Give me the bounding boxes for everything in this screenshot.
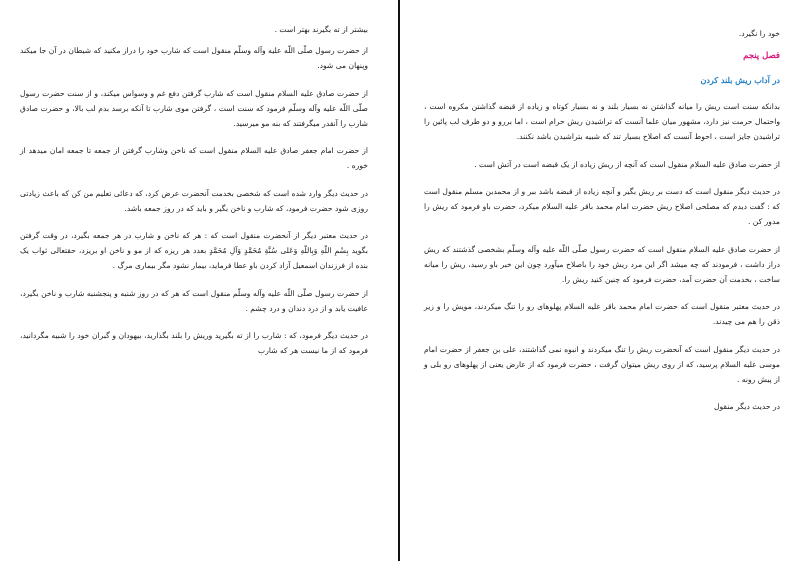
chapter-title: فصل پنجم xyxy=(743,51,780,61)
left-paragraph-3: از حضرت صادق علیه السلام منقول است که شارب گرفتن دفع غم و وسواس میکند، و از سنت حضرت رسول صلّی اللّه علیه وآله وسلّم فرمود که سنت است ، گرفتن موی شارب تا آنکه برسد بدم لب بالا، و حضرت صادق شارب را آنقدر میگرفتند که بنه مو میرسید. xyxy=(20,88,368,128)
right-paragraph-3: در حدیث دیگر منقول است که دست بر ریش بگیر و آنچه زیاده از قبضه باشد ببر و از محمدبن مسلم منقول است که : گفت دیدم که مصلحی اصلاح ریش حضرت امام محمد باقر علیه السلام میکرد، حضرت باو فرمود که ریش را مدور کن . xyxy=(424,187,780,226)
left-paragraph-1: بیشتر از ته بگیرند بهتر است . xyxy=(274,25,368,34)
left-page xyxy=(0,0,398,561)
left-paragraph-6: در حدیث معتبر دیگر از آنحضرت منقول است که : هر که ناخن و شارب در هر جمعه بگیرد، در وقت گرفتن بگوید بِسْمِ اللّهِ وَبِاللّهِ وَعَلی سُنَّةِ مُحَمَّدٍ وَآلِ مُحَمَّدٍ بعدد هر ریزه که از مو و ناخن او بریزد، حقتعالی ثواب یک بنده از فرزندان اسمعیل آزاد کردن باو عطا فرماید، بیمار نشود مگر بیماری مرگ . xyxy=(20,231,368,270)
right-paragraph-6: در حدیث دیگر منقول است که آنحضرت ریش را تنگ میکردند و انبوه نمی گذاشتند، علی بن جعفر از حضرت امام موسی علیه السلام پرسید، که از روی ریش میتوان گرفت ، حضرت فرمود که از عارض یعنی از پهلوهای رو بلی و از پیش رونه . xyxy=(424,344,780,384)
page-divider xyxy=(398,0,400,561)
right-paragraph-7: در حدیث دیگر منقول xyxy=(713,402,780,411)
left-paragraph-4: از حضرت امام جعفر صادق علیه السلام منقول است که ناخن وشارب گرفتن از جمعه تا جمعه امان میدهد از خوره . xyxy=(20,146,368,170)
right-paragraph-1: بدانکه سنت است ریش را میانه گذاشتن نه بسیار بلند و نه بسیار کوتاه و زیاده از قبضه گذاشتن مکروه است ، واحتمال حرمت نیز دارد، مشهور میان علما آنست که تراشیدن ریش حرام است ، اما بررو و دو طرف لب پائین را تراشیدن جایز است ، احوط آنست که اصلاح بسیار تند که شبیه بتراشیدن باشد نکنند. xyxy=(424,102,780,141)
left-paragraph-5: در حدیث دیگر وارد شده است که شخصی بخدمت آنحضرت عرض کرد، که دعائی تعلیم من کن که باعث زیادتی روزی شود حضرت فرمود، که شارب و ناخن بگیر و باید که در روز جمعه باشد. xyxy=(20,188,368,213)
right-page xyxy=(402,0,800,561)
left-paragraph-2: از حضرت رسول صلّی اللّه علیه وآله وسلّم منقول است که شارب خود را دراز مکنید که شیطان در آن جا میکند وپنهان می شود. xyxy=(20,46,368,70)
right-paragraph-5: در حدیث معتبر منقول است که حضرت امام محمد باقر علیه السلام پهلوهای رو را تنگ میکردند، مویش را و زیر ذقن را هم می چیدند. xyxy=(424,302,780,326)
right-paragraph-4: از حضرت صادق علیه السلام منقول است که حضرت رسول صلّی اللّه علیه وآله وسلّم بشخصی گذشتند که ریش دراز داشت ، فرمودند که چه میشد اگر این مرد ریش خود را باصلاح میآورد چون این خبر باو رسید، ریش را میانه ساخت ، بخدمت آن حضرت آمد، حضرت فرمود که چنین کنید ریش را. xyxy=(424,244,780,284)
left-paragraph-8: در حدیث دیگر فرمود، که : شارب را از ته بگیرید وریش را بلند بگذارید، بیهودان و گبران خود را شبیه مگردانید، فرمود که از ما نیست هر که شارب xyxy=(20,331,368,355)
left-paragraph-7: از حضرت رسول صلّی اللّه علیه وآله وسلّم منقول است که هر که در روز شنبه و پنجشنبه شارب و ناخن بگیرد، عافیت یابد و از درد دندان و درد چشم . xyxy=(20,288,368,313)
right-paragraph-2: از حضرت صادق علیه السلام منقول است که آنچه از ریش زیاده از یک قبضه است در آتش است . xyxy=(474,159,780,169)
section-title: در آداب ریش بلند کردن xyxy=(700,75,780,85)
right-intro-line: خود را نگیرد. xyxy=(738,29,780,38)
